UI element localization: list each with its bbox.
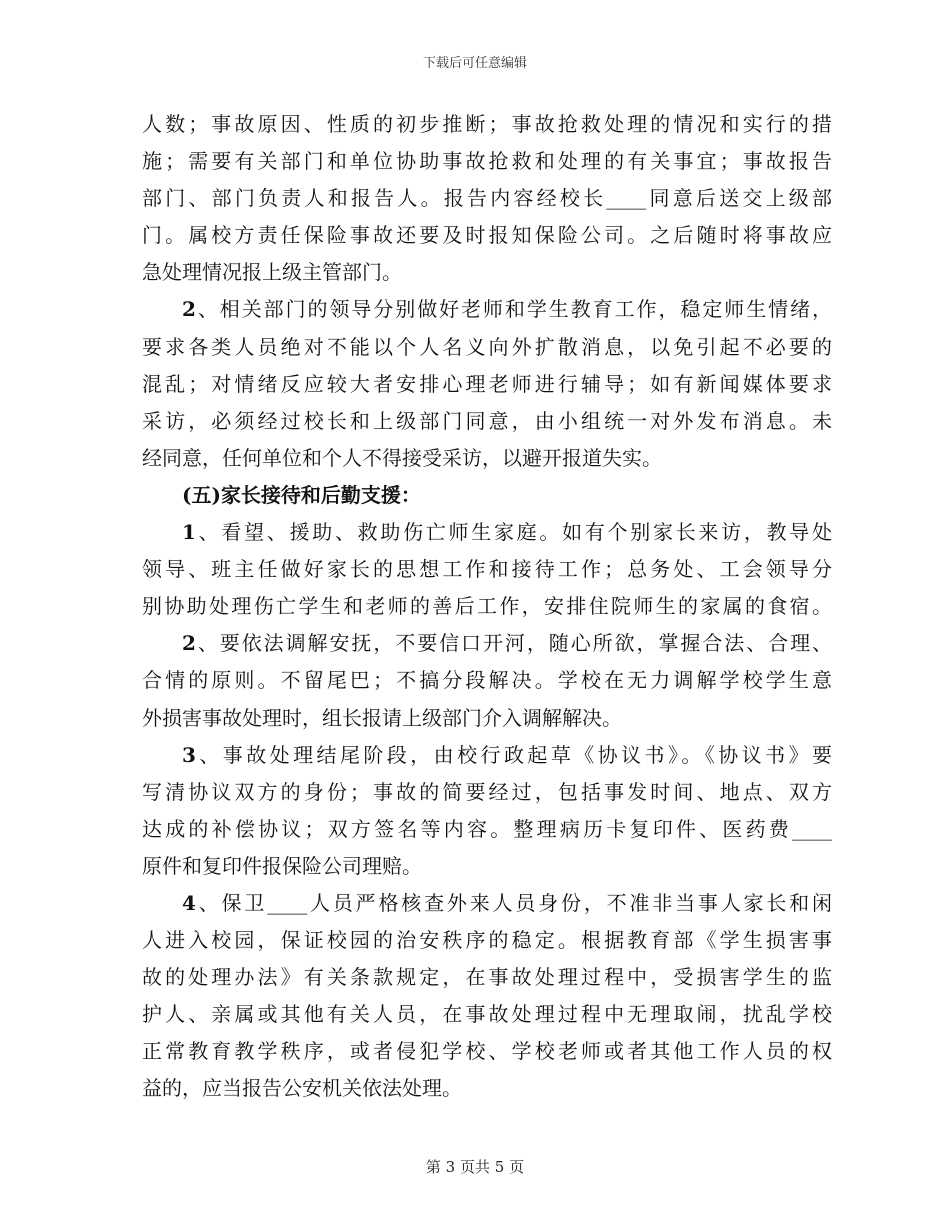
text-line — [142, 737, 832, 774]
line-text: 、保卫____人员严格核查外来人员身份，不准非当事人家长和闲 — [195, 890, 832, 915]
item-number: 2 — [182, 297, 196, 322]
item-number: 2 — [182, 631, 196, 656]
text-line — [142, 885, 832, 922]
text-line — [142, 774, 832, 811]
text-line — [142, 996, 832, 1033]
text-line — [142, 329, 832, 366]
text-line — [142, 1033, 832, 1070]
line-text: 正常教育教学秩序，或者侵犯学校、学校老师或者其他工作人员的权 — [142, 1039, 832, 1064]
line-text: 、看望、援助、救助伤亡师生家庭。如有个别家长来访，教导处 — [195, 520, 832, 545]
item-number: 4 — [182, 890, 196, 915]
item-number: 3 — [182, 742, 196, 767]
document-body — [142, 106, 832, 1108]
line-text: 外损害事故处理时，组长报请上级部门介入调解解决。 — [142, 705, 622, 730]
line-text: 要求各类人员绝对不能以个人名义向外扩散消息，以免引起不必要的 — [142, 334, 832, 359]
text-line — [142, 366, 832, 403]
line-text: 故的处理办法》有关条款规定，在事故处理过程中，受损害学生的监 — [142, 965, 832, 990]
line-text: 写清协议双方的身份；事故的简要经过，包括事发时间、地点、双方 — [142, 779, 832, 804]
line-text: 别协助处理伤亡学生和老师的善后工作，安排住院师生的家属的食宿。 — [142, 594, 832, 619]
line-text: 采访，必须经过校长和上级部门同意，由小组统一对外发布消息。未 — [142, 408, 832, 433]
text-line — [142, 1070, 832, 1107]
line-text: 护人、亲属或其他有关人员，在事故处理过程中无理取闹，扰乱学校 — [142, 1002, 832, 1027]
text-line — [142, 477, 832, 514]
item-number: 1 — [182, 520, 196, 545]
section-heading: (五)家长接待和后勤支援： — [182, 482, 421, 507]
line-text: 益的，应当报告公安机关依法处理。 — [142, 1076, 462, 1101]
text-line — [142, 848, 832, 885]
text-line — [142, 180, 832, 217]
text-line — [142, 106, 832, 143]
line-text: 混乱；对情绪反应较大者安排心理老师进行辅导；如有新闻媒体要求 — [142, 371, 832, 396]
line-text: 急处理情况报上级主管部门。 — [142, 260, 402, 285]
text-line — [142, 514, 832, 551]
text-line — [142, 922, 832, 959]
line-text: 原件和复印件报保险公司理赔。 — [142, 853, 422, 878]
line-text: 部门、部门负责人和报告人。报告内容经校长____同意后送交上级部 — [142, 186, 832, 211]
line-text: 领导、班主任做好家长的思想工作和接待工作；总务处、工会领导分 — [142, 557, 832, 582]
text-line — [142, 440, 832, 477]
line-text: 、要依法调解安抚，不要信口开河，随心所欲，掌握合法、合理、 — [195, 631, 832, 656]
text-line — [142, 662, 832, 699]
line-text: 、相关部门的领导分别做好老师和学生教育工作，稳定师生情绪， — [195, 297, 832, 322]
text-line — [142, 403, 832, 440]
line-text: 施；需要有关部门和单位协助事故抢救和处理的有关事宜；事故报告 — [142, 149, 832, 174]
line-text: 经同意，任何单位和个人不得接受采访，以避开报道失实。 — [142, 445, 662, 470]
page-header: 下载后可任意编辑 — [422, 56, 527, 71]
line-text: 合情的原则。不留尾巴；不搞分段解决。学校在无力调解学校学生意 — [142, 668, 832, 693]
text-line — [142, 959, 832, 996]
line-text: 达成的补偿协议；双方签名等内容。整理病历卡复印件、医药费____ — [142, 816, 832, 841]
line-text: 门。属校方责任保险事故还要及时报知保险公司。之后随时将事故应 — [142, 223, 832, 248]
text-line — [142, 811, 832, 848]
text-line — [142, 291, 832, 328]
text-line — [142, 143, 832, 180]
text-line — [142, 254, 832, 291]
text-line — [142, 217, 832, 254]
text-line — [142, 625, 832, 662]
line-text: 人数；事故原因、性质的初步推断；事故抢救处理的情况和实行的措 — [142, 112, 832, 136]
text-line — [142, 700, 832, 737]
line-text: 人进入校园，保证校园的治安秩序的稳定。根据教育部《学生损害事 — [142, 928, 832, 953]
text-line — [142, 588, 832, 625]
page-footer: 第 3 页共 5 页 — [425, 1158, 525, 1176]
text-line — [142, 551, 832, 588]
line-text: 、事故处理结尾阶段，由校行政起草《协议书》。《协议书》要 — [195, 742, 832, 767]
